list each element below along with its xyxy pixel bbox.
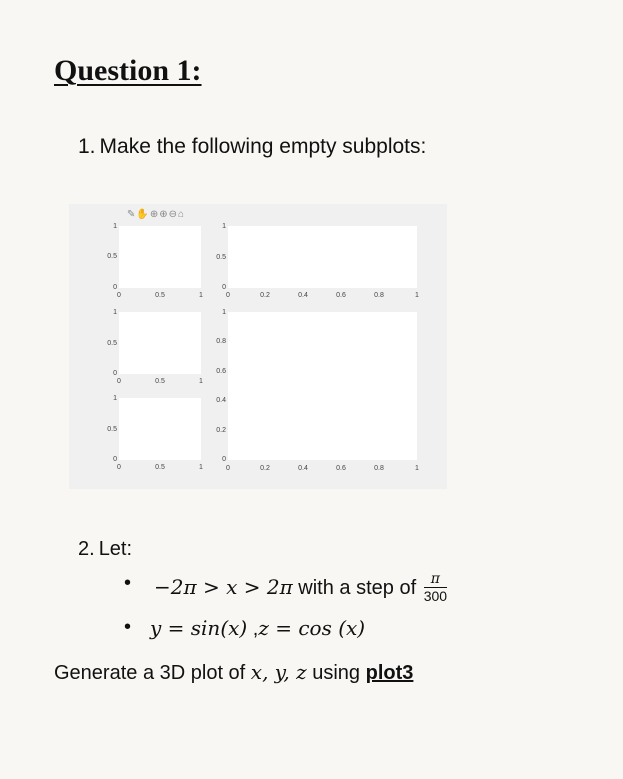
item-number: 1. bbox=[78, 135, 96, 158]
tick-label: 0 bbox=[113, 370, 117, 377]
variables: x, y, z bbox=[250, 660, 307, 684]
tick-label: 0 bbox=[117, 292, 121, 299]
item-text: Let: bbox=[98, 538, 133, 560]
tick-label: 0.5 bbox=[107, 426, 117, 433]
bullet-functions bbox=[124, 616, 365, 641]
tick-label: 1 bbox=[222, 309, 226, 316]
tick-label: 1 bbox=[222, 223, 226, 230]
tick-label: 1 bbox=[199, 464, 203, 471]
tick-label: 0.5 bbox=[155, 378, 165, 385]
tick-label: 0.4 bbox=[298, 292, 308, 299]
figure-toolbar[interactable]: ✎✋⊕⊕⊖⌂ bbox=[127, 209, 186, 220]
tick-label: 0.5 bbox=[216, 254, 226, 261]
item-number: 2. bbox=[78, 538, 95, 560]
item-text: Make the following empty subplots: bbox=[99, 135, 427, 158]
step-text: with a step of bbox=[292, 576, 422, 599]
tick-label: 0.8 bbox=[374, 465, 384, 472]
tick-label: 1 bbox=[415, 292, 419, 299]
tick-label: 1 bbox=[113, 309, 117, 316]
tick-label: 1 bbox=[113, 395, 117, 402]
tick-label: 0 bbox=[117, 464, 121, 471]
tick-label: 0 bbox=[226, 292, 230, 299]
tick-label: 0.6 bbox=[336, 292, 346, 299]
tick-label: 0.2 bbox=[260, 292, 270, 299]
question-1-item bbox=[78, 135, 426, 159]
tick-label: 0.8 bbox=[374, 292, 384, 299]
tick-label: 1 bbox=[113, 223, 117, 230]
plot3-command: plot3 bbox=[365, 662, 414, 684]
range-expression: −2π > x > 2π bbox=[154, 574, 293, 599]
tick-label: 0.4 bbox=[216, 397, 226, 404]
tick-label: 0 bbox=[226, 465, 230, 472]
tick-label: 0 bbox=[117, 378, 121, 385]
tick-label: 0 bbox=[222, 284, 226, 291]
tick-label: 0.6 bbox=[336, 465, 346, 472]
subplot-small-3 bbox=[119, 398, 201, 460]
tick-label: 0 bbox=[113, 456, 117, 463]
generate-prefix: Generate a 3D plot of bbox=[54, 662, 251, 684]
bullet-dot: • bbox=[124, 572, 132, 594]
tick-label: 0.6 bbox=[216, 368, 226, 375]
y-expression: y = sin(x) bbox=[150, 616, 248, 640]
subplot-small-2 bbox=[119, 312, 201, 374]
tick-label: 0.5 bbox=[107, 340, 117, 347]
tick-label: 0.5 bbox=[107, 253, 117, 260]
z-expression: z = cos (x) bbox=[258, 616, 366, 640]
bullet-range bbox=[124, 572, 447, 605]
tick-label: 0.2 bbox=[216, 427, 226, 434]
subplot-small-1 bbox=[119, 226, 201, 288]
fraction-denominator: 300 bbox=[423, 588, 448, 605]
page-title: Question 1: bbox=[54, 54, 202, 87]
question-2-item bbox=[78, 538, 132, 561]
tick-label: 0 bbox=[113, 284, 117, 291]
separator: , bbox=[247, 618, 259, 640]
subplot-large bbox=[228, 312, 417, 460]
tick-label: 0.8 bbox=[216, 338, 226, 345]
tick-label: 0.5 bbox=[155, 292, 165, 299]
subplot-wide bbox=[228, 226, 417, 288]
step-fraction bbox=[424, 572, 447, 605]
tick-label: 0.4 bbox=[298, 465, 308, 472]
tick-label: 0.5 bbox=[155, 464, 165, 471]
bullet-dot: • bbox=[124, 616, 132, 638]
tick-label: 1 bbox=[415, 465, 419, 472]
generate-instruction bbox=[54, 660, 413, 685]
subplot-figure bbox=[69, 204, 447, 489]
tick-label: 0.2 bbox=[260, 465, 270, 472]
fraction-numerator: π bbox=[424, 572, 447, 588]
tick-label: 1 bbox=[199, 292, 203, 299]
generate-mid: using bbox=[306, 662, 366, 684]
tick-label: 0 bbox=[222, 456, 226, 463]
tick-label: 1 bbox=[199, 378, 203, 385]
